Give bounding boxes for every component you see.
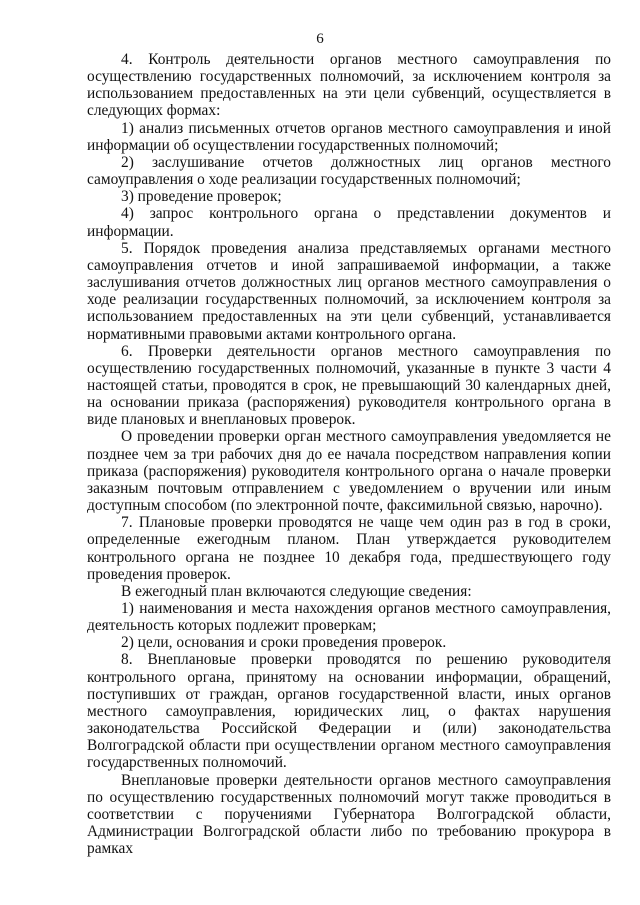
paragraph-8-continued: Внеплановые проверки деятельности органов местного самоуправления по осуществлению государственных полномочий могут также проводиться в соответствии с поручениями Губернатора Волгоградской области, Администрации Волгоградской области либо по требованию прокурора в рамках bbox=[87, 771, 611, 858]
paragraph-6: 6. Проверки деятельности органов местного самоуправления по осуществлению государственных полномочий, указанные в пункте 3 части 4 настоящей статьи, проводятся в срок, не превышающий 30 календарных дней, на основании приказа (распоряжения) руководителя контрольного органа в виде плановых и внеплановых проверок. bbox=[87, 342, 611, 429]
plan-contents-intro: В ежегодный план включаются следующие сведения: bbox=[121, 582, 472, 600]
plan-item-2: 2) цели, основания и сроки проведения проверок. bbox=[121, 634, 447, 652]
list-item-3: 3) проведение проверок; bbox=[121, 188, 282, 206]
list-item-1: 1) анализ письменных отчетов органов местного самоуправления и иной информации об осуществлении государственных полномочий; bbox=[87, 119, 611, 154]
list-item-2: 2) заслушивание отчетов должностных лиц органов местного самоуправления о ходе реализации государственных полномочий; bbox=[87, 153, 611, 189]
list-item-4: 4) запрос контрольного органа о представлении документов и информации. bbox=[87, 205, 611, 240]
page-number: 6 bbox=[316, 31, 324, 47]
plan-item-1: 1) наименования и места нахождения органов местного самоуправления, деятельность которых подлежит проверкам; bbox=[87, 600, 611, 635]
paragraph-7: 7. Плановые проверки проводятся не чаще чем один раз в год в сроки, определенные ежегодным планом. План утверждается руководителем контрольного органа не позднее 10 декабря года, предшествующего году проведения проверок. bbox=[87, 514, 611, 583]
paragraph-6-notice: О проведении проверки орган местного самоуправления уведомляется не позднее чем за три рабочих дня до ее начала посредством направления копии приказа (распоряжения) руководителя контрольного органа о начале проверки заказным почтовым отправлением с уведомлением о вручении или иным доступным способом (по электронной почте, факсимильной связью, нарочно). bbox=[87, 428, 611, 515]
document-body bbox=[87, 51, 611, 857]
paragraph-8: 8. Внеплановые проверки проводятся по решению руководителя контрольного органа, принятому на основании информации, обращений, поступивших от граждан, органов государственной власти, иных органов местного самоуправления, юридических лиц, о фактах нарушения законодательства Российской Федерации и (или) законодательства Волгоградской области при осуществлении органом местного самоуправления государственных полномочий. bbox=[87, 651, 611, 772]
paragraph-4: 4. Контроль деятельности органов местного самоуправления по осуществлению государственных полномочий, за исключением контроля за использованием предоставленных на эти цели субвенций, осуществляется в следующих формах: bbox=[87, 51, 611, 120]
paragraph-5: 5. Порядок проведения анализа представляемых органами местного самоуправления отчетов и иной запрашиваемой информации, а также заслушивания отчетов должностных лиц органов местного самоуправления о ходе реализации государственных полномочий, за исключением контроля за использованием предоставленных на эти цели субвенций, устанавливается нормативными правовыми актами контрольного органа. bbox=[87, 239, 611, 343]
